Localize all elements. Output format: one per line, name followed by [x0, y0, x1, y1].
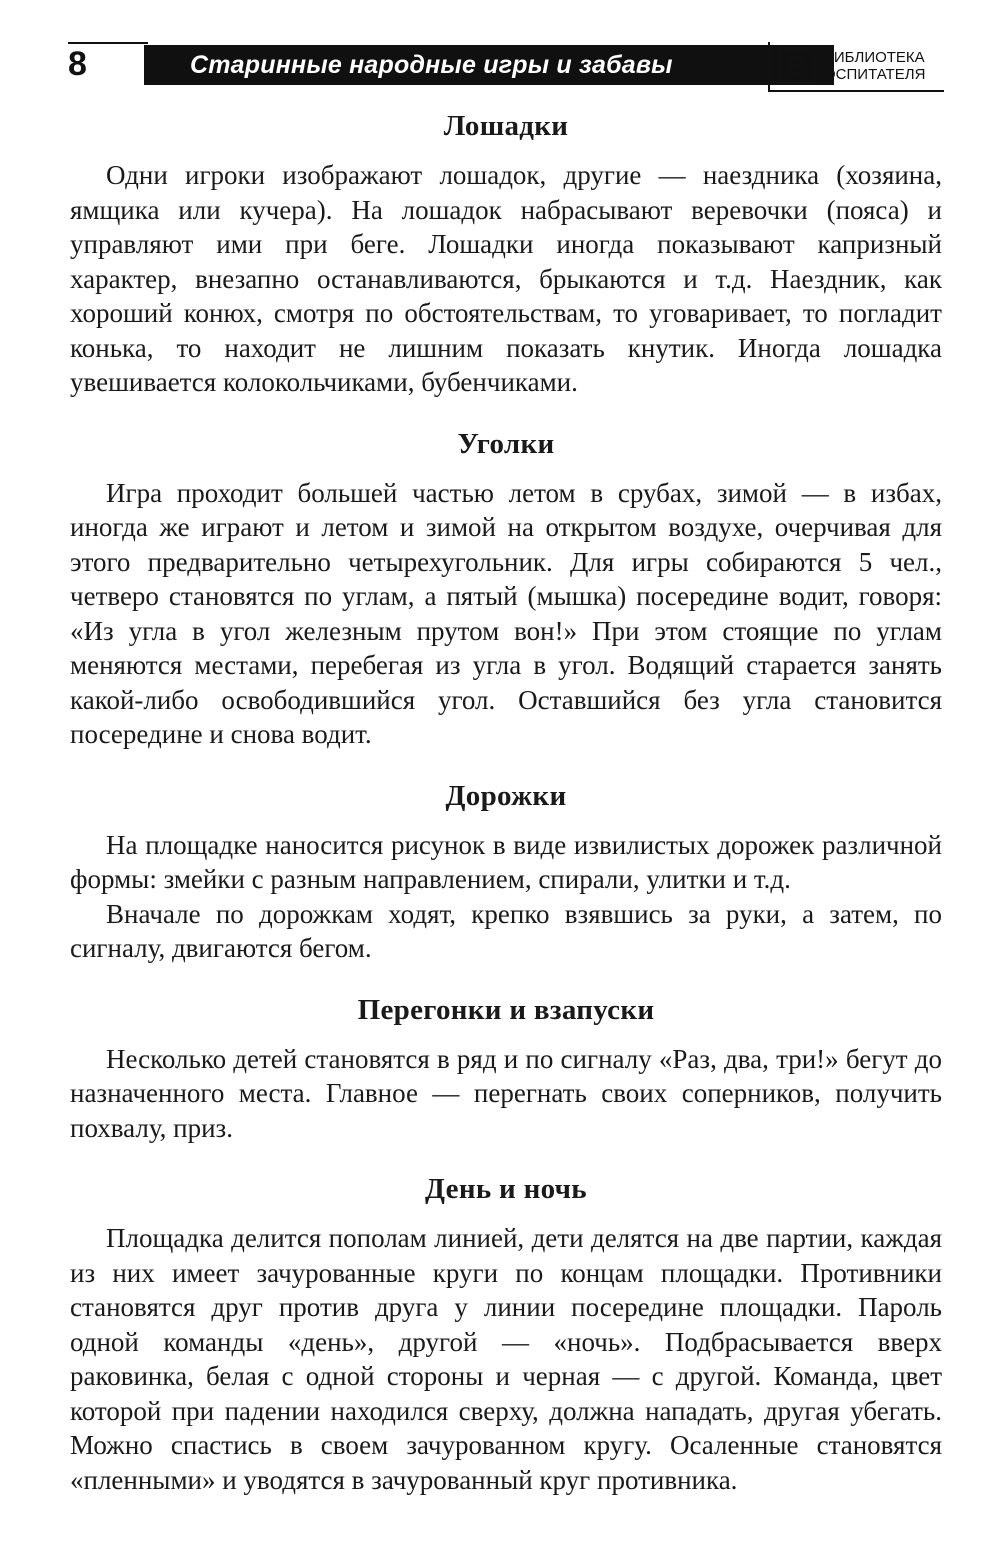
- page-number: 8: [68, 45, 87, 83]
- page-header: [68, 42, 944, 94]
- paragraph: Несколько детей становятся в ряд и по сигналу «Раз, два, три!» бегут до назначенного места. Главное — перегнать своих соперников, получить похвалу, приз.: [70, 1043, 942, 1143]
- section-ugolki: [70, 426, 942, 752]
- paragraph: Вначале по дорожкам ходят, крепко взявшись за руки, а затем, по сигналу, двигаются бегом.: [70, 898, 942, 963]
- paragraph: На площадке наносится рисунок в виде извилистых дорожек различной формы: змейки с разным направлением, спирали, улитки и т.д.: [70, 829, 942, 894]
- paragraph: Одни игроки изображают лошадок, другие — наездника (хозяина, ямщика или кучера). На лошадок набрасывают веревочки (пояса) и управляют ими при беге. Лошадки иногда показывают капризный характер, внезапно останавливаются, брыкаются и т.д. Наездник, как хороший конюх, смотря по обстоятельствам, то уговаривает, то погладит конька, то находит не лишним показать кнутик. Иногда лошадка увешивается колокольчиками, бубенчиками.: [70, 160, 942, 397]
- paragraph: Игра проходит большей частью летом в срубах, зимой — в избах, иногда же играют и летом и зимой на открытом воздухе, очерчивая для этого предварительно четырехугольник. Для игры собираются 5 чел., четверо становятся по углам, а пятый (мышка) посередине водит, говоря: «Из угла в угол железным прутом вон!» При этом стоящие по углам меняются местами, перебегая из угла в угол. Водящий старается занять какой-либо освободившийся угол. Оставшийся без угла становится посередине и снова водит.: [70, 477, 942, 749]
- running-title: Старинные народные игры и забавы: [190, 51, 673, 79]
- logo-line-1: БИБЛИОТЕКА: [824, 49, 925, 66]
- logo-text: [824, 49, 925, 83]
- section-title: Уголки: [457, 427, 555, 460]
- section-den-i-noch: [70, 1171, 942, 1497]
- logo-line-2: ОСПИТАТЕЛЯ: [824, 66, 926, 83]
- paragraph: Площадка делится пополам линией, дети делятся на две партии, каждая из них имеет зачурованные круги по концам площадки. Противники становятся друг против друга у линии посередине площадки. Пароль одной команды «день», другой — «ночь». Подбрасывается вверх раковинка, белая с одной стороны и черная — с другой. Команда, цвет которой при падении находился сверху, должна нападать, другая убегать. Можно спастись в своем зачурованном кругу. Осаленные становятся «пленными» и уводятся в зачурованный круг противника.: [70, 1223, 942, 1495]
- section-loshadki: [70, 108, 942, 400]
- series-logo: [768, 42, 944, 94]
- section-title: Перегонки и взапуски: [357, 993, 655, 1026]
- section-title: Дорожки: [445, 779, 567, 812]
- section-title: Лошадки: [443, 110, 569, 142]
- section-dorozhki: [70, 778, 942, 966]
- logo-letter: В: [779, 47, 815, 85]
- section-title: День и ночь: [425, 1173, 587, 1205]
- section-peregonki: [70, 992, 942, 1146]
- page-content: [70, 108, 942, 1497]
- running-title-bar: [144, 45, 834, 85]
